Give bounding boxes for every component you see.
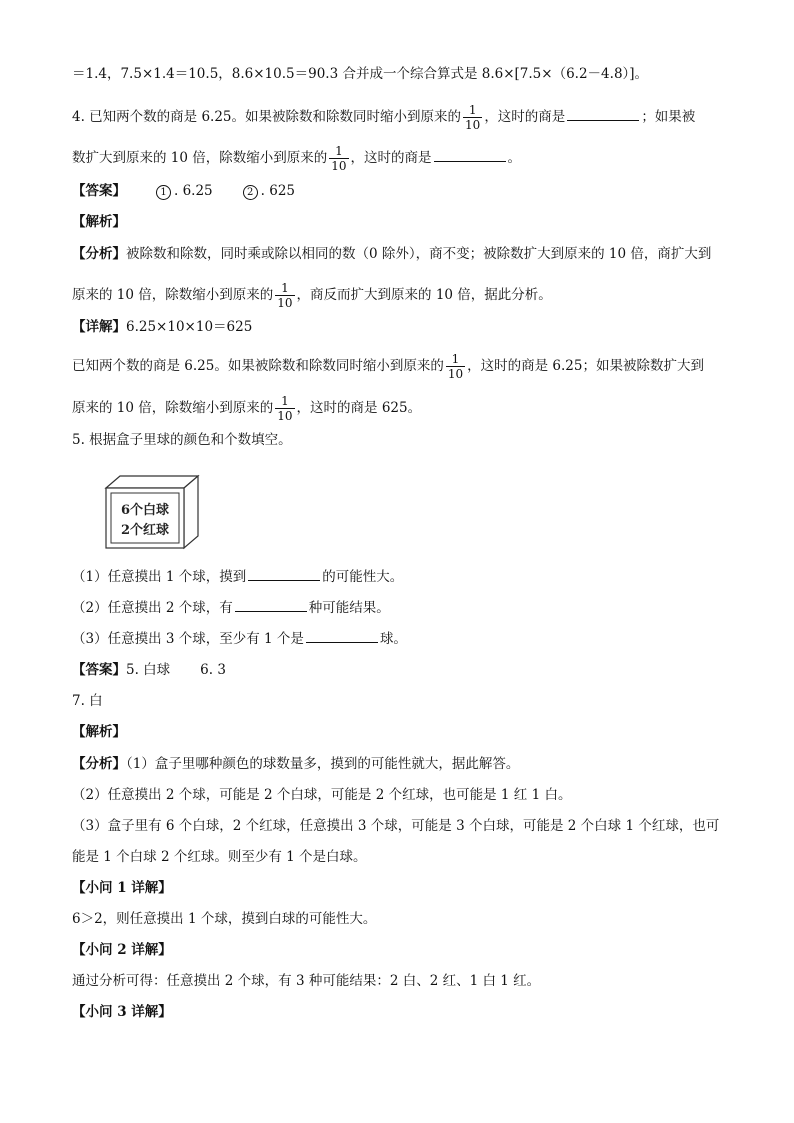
- answer-value: 6. 3: [200, 662, 226, 678]
- text: （2）任意摸出 2 个球，可能是 2 个白球，可能是 2 个红球，也可能是 1 红 1 白。: [72, 787, 572, 803]
- denominator: 10: [465, 118, 481, 132]
- answer-value: 5. 白球: [126, 662, 171, 678]
- text: 数扩大到原来的 10 倍，除数缩小到原来的: [72, 150, 328, 166]
- text: 7. 白: [72, 693, 103, 709]
- text-line: [72, 64, 648, 84]
- text: ；如果被: [641, 109, 696, 125]
- denominator: 10: [447, 367, 464, 381]
- answer-blank: [248, 566, 320, 581]
- fraction: [463, 103, 482, 132]
- sub-question-2-text: [72, 971, 540, 991]
- numerator: 1: [329, 144, 348, 159]
- answer-5-line: [72, 660, 226, 680]
- text: 6＞2，则任意摸出 1 个球，摸到白球的可能性大。: [72, 911, 377, 927]
- fenxi2-line-4: [72, 847, 367, 867]
- analysis-tag: 【解析】: [72, 214, 126, 230]
- text: 通过分析可得：任意摸出 2 个球，有 3 种可能结果：2 白、2 红、1 白 1 红。: [72, 973, 541, 989]
- question-5-line: [72, 430, 292, 450]
- detail-tag: 【详解】: [72, 319, 126, 335]
- detail-tag: 【小问 2 详解】: [72, 942, 172, 958]
- fenxi-tag: 【分析】: [72, 756, 126, 772]
- analysis-tag: 【解析】: [72, 724, 126, 740]
- text: 已知两个数的商是 6.25。如果被除数和除数同时缩小到原来的: [72, 358, 444, 374]
- detail-tag: 【小问 1 详解】: [72, 880, 172, 896]
- question-5-part-3: [72, 628, 407, 649]
- numerator: 1: [275, 394, 294, 409]
- numerator: 1: [446, 352, 465, 367]
- text: （1）盒子里哪种颜色的球数量多，摸到的可能性就大，据此解答。: [126, 756, 520, 772]
- text: ＝1.4，7.5×1.4＝10.5，8.6×10.5＝90.3 合并成一个综合算式是 8.6×[7.5×（6.2－4.8）]。: [72, 66, 649, 82]
- sub-question-1-tag: [72, 878, 172, 898]
- analysis-tag-line: [72, 212, 126, 232]
- sub-question-2-tag: [72, 940, 172, 960]
- fenxi2-line-3: [72, 816, 719, 836]
- text: （1）任意摸出 1 个球，摸到: [72, 569, 247, 585]
- fenxi2-line-2: [72, 785, 571, 805]
- question-4-line-2: [72, 144, 521, 173]
- fenxi-line-1: [72, 244, 711, 264]
- detail-line-2: [72, 352, 704, 381]
- text: ，这时的商是: [484, 109, 566, 125]
- text: 原来的 10 倍，除数缩小到原来的: [72, 400, 274, 416]
- text: 4. 已知两个数的商是 6.25。如果被除数和除数同时缩小到原来的: [72, 109, 462, 125]
- detail-tag: 【小问 3 详解】: [72, 1004, 172, 1020]
- answer-tag: 【答案】: [72, 662, 126, 678]
- text: 5. 根据盒子里球的颜色和个数填空。: [72, 432, 292, 448]
- answer-blank: [567, 106, 639, 121]
- text: （2）任意摸出 2 个球，有: [72, 600, 233, 616]
- fenxi-tag: 【分析】: [72, 246, 126, 262]
- sub-question-3-tag: [72, 1002, 172, 1022]
- answer-blank: [306, 628, 378, 643]
- text: 的可能性大。: [322, 569, 404, 585]
- denominator: 10: [277, 409, 293, 423]
- circled-number: 2: [243, 185, 258, 200]
- text: ，这时的商是 625。: [296, 400, 422, 416]
- text: ，这时的商是: [350, 150, 432, 166]
- text: （3）任意摸出 3 个球，至少有 1 个是: [72, 631, 304, 647]
- text: 6.25×10×10＝625: [126, 319, 253, 335]
- answer-line: [72, 181, 295, 201]
- answer-value: . 625: [260, 183, 296, 199]
- answer-blank: [434, 147, 506, 162]
- circled-number: 1: [156, 185, 171, 200]
- box-label-red: 2个红球: [120, 523, 170, 538]
- denominator: 10: [277, 296, 293, 310]
- text: 原来的 10 倍，除数缩小到原来的: [72, 287, 274, 303]
- question-5-part-1: [72, 566, 403, 587]
- denominator: 10: [331, 159, 347, 173]
- answer-tag: 【答案】: [72, 183, 126, 199]
- text: 种可能结果。: [308, 600, 390, 616]
- analysis-tag-line-2: [72, 722, 126, 742]
- detail-line-1: [72, 317, 252, 337]
- answer-blank: [235, 597, 307, 612]
- question-5-part-2: [72, 597, 390, 618]
- box-label-white: 6个白球: [120, 503, 170, 518]
- text: ，商反而扩大到原来的 10 倍，据此分析。: [296, 287, 552, 303]
- detail-line-3: [72, 394, 421, 423]
- numerator: 1: [463, 103, 482, 118]
- fraction: [329, 144, 348, 173]
- text: 能是 1 个白球 2 个红球。则至少有 1 个是白球。: [72, 849, 367, 865]
- fraction: [275, 281, 294, 310]
- question-4-line-1: [72, 103, 695, 132]
- answer-value: . 6.25: [174, 183, 213, 199]
- numerator: 1: [275, 281, 294, 296]
- text: 球。: [379, 631, 407, 647]
- fenxi-line-2: [72, 281, 552, 310]
- text: （3）盒子里有 6 个白球，2 个红球，任意摸出 3 个球，可能是 3 个白球，可能是 2 个白球 1 个红球，也可: [72, 818, 720, 834]
- fenxi2-line-1: [72, 754, 519, 774]
- sub-question-1-text: [72, 909, 376, 929]
- answer-7-line: [72, 691, 103, 711]
- ball-box-illustration: [104, 474, 200, 550]
- fraction: [275, 394, 294, 423]
- text: 。: [507, 150, 522, 166]
- text: ，这时的商是 6.25；如果被除数扩大到: [467, 358, 704, 374]
- text: 被除数和除数，同时乘或除以相同的数（0 除外），商不变；被除数扩大到原来的 10 倍，商扩大到: [126, 246, 712, 262]
- fraction: [446, 352, 465, 381]
